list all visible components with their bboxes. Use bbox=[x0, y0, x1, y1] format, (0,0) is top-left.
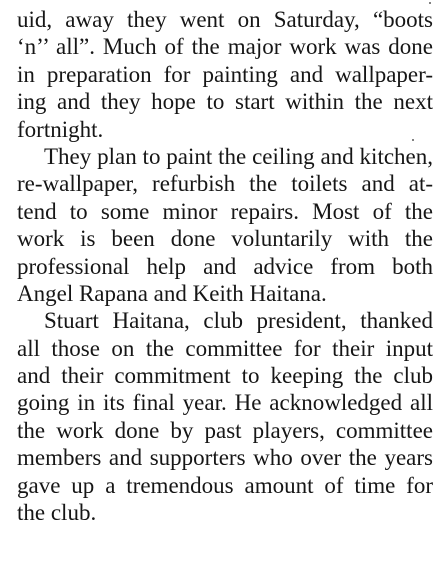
text-line: and their commitment to keeping the club bbox=[17, 363, 433, 389]
text-line: in preparation for painting and wallpaper- bbox=[17, 61, 433, 87]
paragraph-boots-n-all bbox=[17, 6, 433, 143]
text-line: ‘n’’ all”. Much of the major work was done bbox=[17, 34, 433, 60]
text-line: going in its final year. He acknowledged all bbox=[17, 390, 433, 416]
text-line: gave up a tremendous amount of time for bbox=[17, 472, 433, 498]
text-line: ing and they hope to start within the next bbox=[17, 89, 433, 115]
print-speck bbox=[429, 2, 431, 4]
print-speck bbox=[412, 139, 414, 141]
text-line: fortnight. bbox=[17, 116, 104, 142]
text-line: tend to some minor repairs. Most of the bbox=[17, 198, 433, 224]
text-line: all those on the committee for their input bbox=[17, 335, 433, 361]
text-line: the club. bbox=[17, 500, 97, 526]
text-line: professional help and advice from both bbox=[17, 253, 433, 279]
text-line: the work done by past players, committee bbox=[17, 417, 433, 443]
text-line: Stuart Haitana, club president, thanked bbox=[44, 308, 433, 334]
text-line: uid, away they went on Saturday, “boots bbox=[17, 7, 433, 32]
paragraph-plans bbox=[17, 143, 433, 307]
text-line: re-wallpaper, refurbish the toilets and at- bbox=[17, 171, 433, 197]
article-column bbox=[17, 6, 433, 526]
text-line: work is been done voluntarily with the bbox=[17, 226, 433, 252]
paragraph-president-thanks bbox=[17, 307, 433, 526]
text-line: members and supporters who over the years bbox=[17, 445, 433, 471]
text-line: Angel Rapana and Keith Haitana. bbox=[17, 280, 327, 306]
text-line: They plan to paint the ceiling and kitchen, bbox=[44, 143, 433, 169]
